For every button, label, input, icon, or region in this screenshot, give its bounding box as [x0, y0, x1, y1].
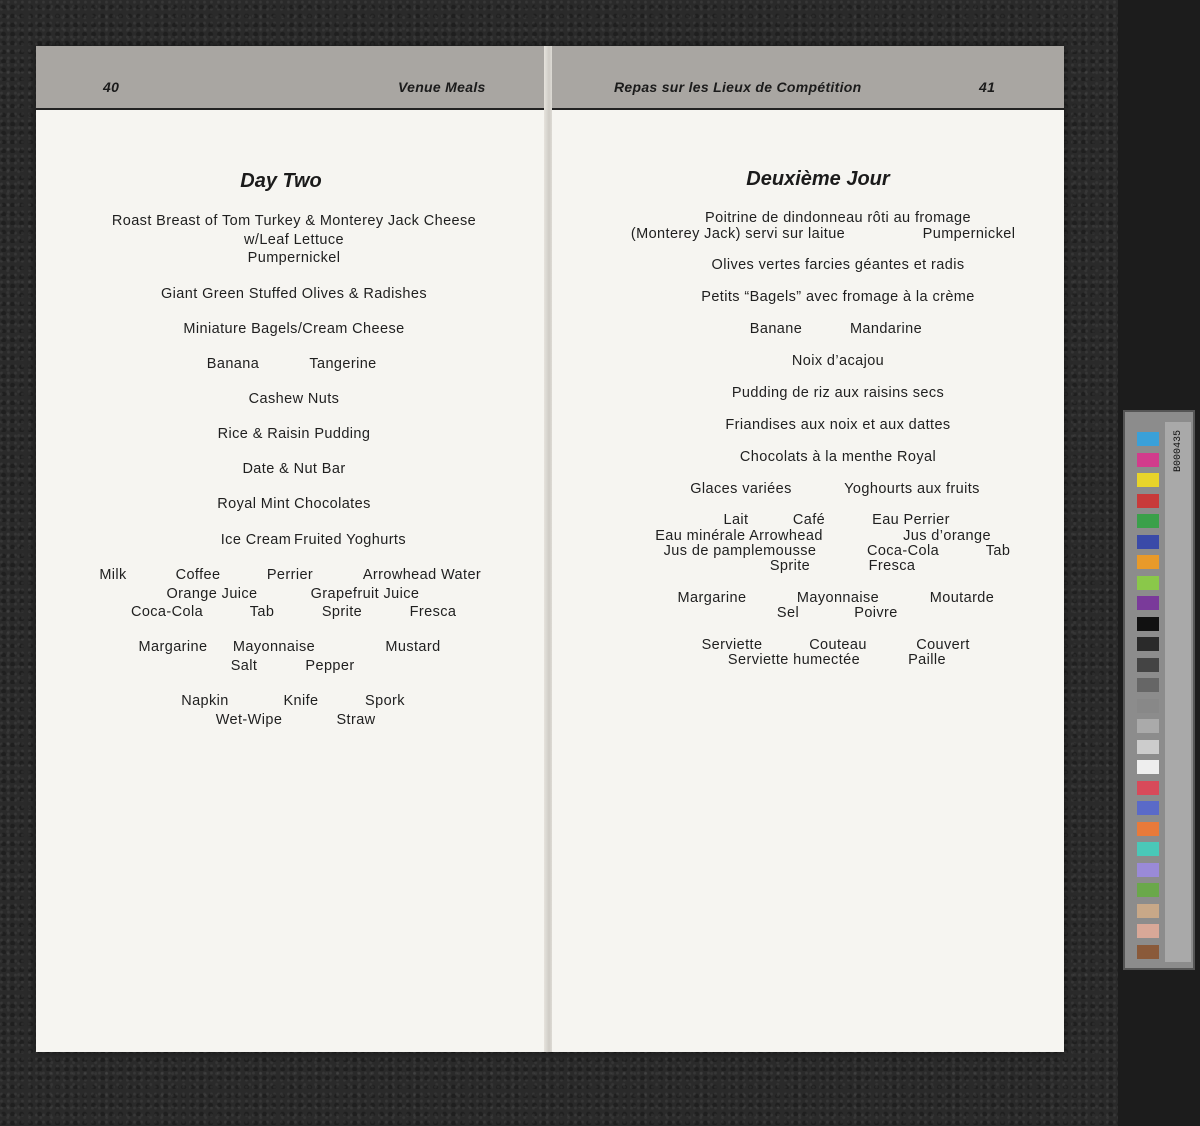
grayscale-ruler [1165, 422, 1191, 962]
left-menu-item: Fruited Yoghurts [294, 532, 406, 548]
right-menu-item: Eau Perrier [872, 512, 950, 528]
left-menu-item: Fresca [409, 604, 457, 620]
right-menu-line [552, 353, 1064, 371]
color-swatch [1137, 945, 1159, 959]
right-menu-item: Eau minérale Arrowhead [655, 528, 823, 544]
left-menu-item: Pumpernickel [247, 250, 341, 266]
left-menu-item: Coffee [175, 567, 221, 583]
right-menu-item: Glaces variées [690, 481, 792, 497]
right-menu-item: Sprite [769, 558, 811, 574]
right-menu-item: (Monterey Jack) servi sur laitue [630, 226, 846, 242]
color-swatch [1137, 576, 1159, 590]
left-menu-line [36, 693, 546, 711]
left-menu-line [36, 567, 546, 585]
right-menu-line [552, 385, 1064, 403]
right-menu-item: Serviette [701, 637, 763, 653]
right-menu-line [552, 289, 1064, 307]
left-menu-item: Orange Juice [166, 586, 258, 602]
left-menu-item: Date & Nut Bar [242, 461, 346, 477]
right-menu-item: Petits “Bagels” avec fromage à la crème [701, 289, 975, 305]
right-menu-item: Mandarine [849, 321, 923, 337]
left-menu-item: Margarine [138, 639, 208, 655]
color-swatch [1137, 432, 1159, 446]
left-header-title: Venue Meals [398, 79, 486, 95]
left-menu-item: Cashew Nuts [248, 391, 340, 407]
left-menu-item: Milk [99, 567, 127, 583]
left-menu-line [36, 286, 546, 304]
left-menu-item: Sprite [321, 604, 363, 620]
color-swatch [1137, 822, 1159, 836]
left-menu-line [36, 658, 546, 676]
color-swatch [1137, 760, 1159, 774]
left-menu-item: Ice Cream [220, 532, 292, 548]
right-menu-item: Tab [985, 543, 1011, 559]
left-menu-item: Tangerine [309, 356, 377, 372]
right-menu-item: Mayonnaise [796, 590, 880, 606]
left-menu-line [36, 250, 546, 268]
left-menu-line [36, 213, 546, 231]
left-menu-item: Banana [206, 356, 260, 372]
left-menu-item: Napkin [181, 693, 229, 709]
right-page [552, 46, 1064, 1052]
left-menu-line [36, 532, 546, 550]
left-menu-item: Coca-Cola [130, 604, 204, 620]
right-menu-item: Couteau [809, 637, 867, 653]
color-swatch [1137, 801, 1159, 815]
color-swatch [1137, 637, 1159, 651]
color-swatch [1137, 719, 1159, 733]
right-menu-line [552, 605, 1064, 623]
left-menu-item: Rice & Raisin Pudding [217, 426, 371, 442]
right-menu-line [552, 558, 1064, 576]
right-menu-item: Pudding de riz aux raisins secs [731, 385, 945, 401]
right-menu-line [552, 321, 1064, 339]
left-menu-item: Royal Mint Chocolates [217, 496, 371, 512]
right-menu-item: Jus d’orange [903, 528, 991, 544]
left-page-header [36, 46, 546, 110]
color-swatch [1137, 494, 1159, 508]
color-swatch [1137, 699, 1159, 713]
right-menu-line [552, 417, 1064, 435]
color-swatch [1137, 678, 1159, 692]
right-menu-item: Olives vertes farcies géantes et radis [711, 257, 965, 273]
color-swatch [1137, 555, 1159, 569]
right-menu-item: Moutarde [929, 590, 995, 606]
right-menu-item: Serviette humectée [727, 652, 861, 668]
left-menu-line [36, 496, 546, 514]
color-swatch [1137, 535, 1159, 549]
left-menu-item: Mustard [385, 639, 441, 655]
right-menu-line [552, 226, 1064, 244]
left-menu-item: Tab [249, 604, 275, 620]
left-page [36, 46, 546, 1052]
color-swatch [1137, 781, 1159, 795]
left-page-title: Day Two [240, 170, 322, 192]
left-menu-item: Grapefruit Juice [310, 586, 420, 602]
left-menu-item: Miniature Bagels/Cream Cheese [183, 321, 405, 337]
right-menu-item: Banane [749, 321, 803, 337]
right-menu-line [552, 481, 1064, 499]
right-page-header [552, 46, 1064, 110]
left-menu-line [36, 391, 546, 409]
color-swatch [1137, 842, 1159, 856]
color-calibration-card [1123, 410, 1195, 970]
color-swatch [1137, 514, 1159, 528]
left-menu-item: w/Leaf Lettuce [244, 232, 344, 248]
right-page-title: Deuxième Jour [746, 168, 890, 190]
left-menu-item: Pepper [305, 658, 355, 674]
left-menu-line [36, 321, 546, 339]
left-menu-item: Giant Green Stuffed Olives & Radishes [161, 286, 427, 302]
right-menu-item: Café [792, 512, 826, 528]
card-code: B000435 [1173, 429, 1184, 472]
right-menu-item: Poitrine de dindonneau rôti au fromage [705, 210, 971, 226]
left-page-number: 40 [103, 79, 120, 95]
right-menu-item: Couvert [916, 637, 970, 653]
right-menu-item: Coca-Cola [866, 543, 940, 559]
right-menu-line [552, 257, 1064, 275]
color-swatch [1137, 453, 1159, 467]
color-swatch [1137, 904, 1159, 918]
right-menu-line [552, 652, 1064, 670]
right-menu-line [552, 449, 1064, 467]
color-swatch [1137, 740, 1159, 754]
right-menu-item: Margarine [677, 590, 747, 606]
left-menu-item: Wet-Wipe [215, 712, 283, 728]
right-menu-item: Paille [908, 652, 946, 668]
left-menu-item: Salt [230, 658, 258, 674]
booklet-spread [36, 46, 1064, 1052]
left-menu-item: Perrier [266, 567, 314, 583]
left-menu-line [36, 356, 546, 374]
right-menu-item: Lait [723, 512, 749, 528]
left-menu-line [36, 232, 546, 250]
right-menu-item: Pumpernickel [922, 226, 1016, 242]
right-menu-item: Friandises aux noix et aux dattes [725, 417, 951, 433]
color-swatch [1137, 883, 1159, 897]
color-swatch [1137, 596, 1159, 610]
left-menu-item: Roast Breast of Tom Turkey & Monterey Jack Cheese [111, 213, 477, 229]
color-swatch [1137, 473, 1159, 487]
left-menu-line [36, 604, 546, 622]
right-menu-item: Noix d’acajou [791, 353, 885, 369]
right-menu-item: Sel [776, 605, 800, 621]
right-menu-item: Poivre [854, 605, 898, 621]
right-menu-item: Yoghourts aux fruits [844, 481, 980, 497]
color-swatch [1137, 658, 1159, 672]
left-menu-item: Knife [283, 693, 319, 709]
left-menu-item: Straw [336, 712, 376, 728]
left-menu-item: Mayonnaise [232, 639, 316, 655]
left-menu-line [36, 712, 546, 730]
left-menu-line [36, 426, 546, 444]
left-menu-line [36, 461, 546, 479]
color-swatch [1137, 924, 1159, 938]
color-swatch [1137, 617, 1159, 631]
right-menu-item: Jus de pamplemousse [663, 543, 817, 559]
left-menu-line [36, 586, 546, 604]
left-menu-line [36, 639, 546, 657]
right-menu-item: Fresca [868, 558, 916, 574]
left-menu-item: Arrowhead Water [362, 567, 482, 583]
right-page-number: 41 [979, 79, 996, 95]
left-menu-item: Spork [365, 693, 405, 709]
right-header-title: Repas sur les Lieux de Compétition [614, 79, 862, 95]
right-menu-item: Chocolats à la menthe Royal [739, 449, 937, 465]
color-swatch [1137, 863, 1159, 877]
